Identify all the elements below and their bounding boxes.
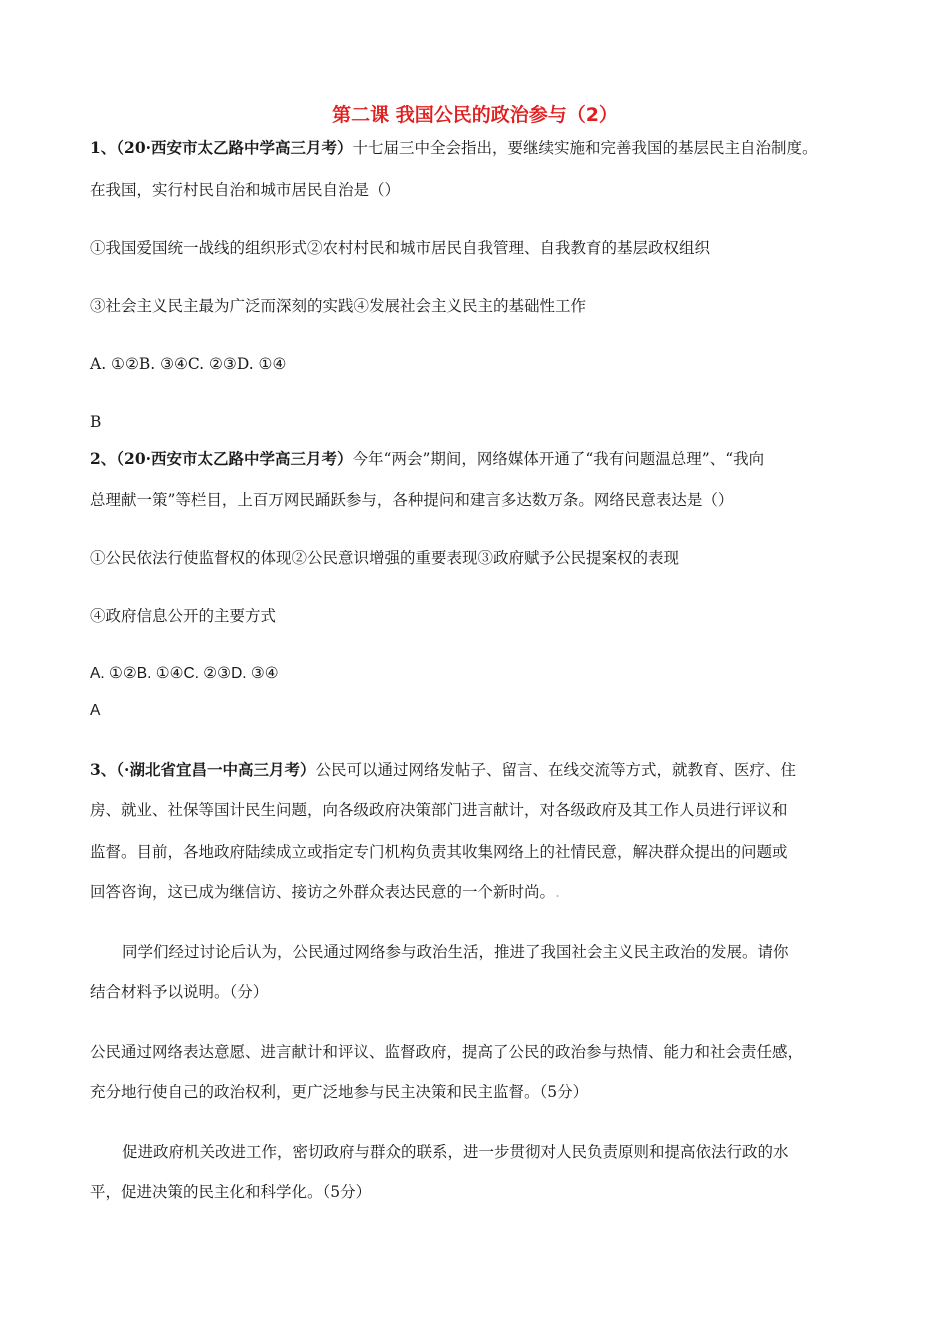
q3-material-text: 公民可以通过网络发帖子、留言、在线交流等方式，就教育、医疗、住	[315, 761, 796, 779]
q3-number: 3、	[90, 760, 117, 779]
page-title: 第二课 我国公民的政治参与（2）	[332, 104, 618, 126]
q1-stem-text: 十七届三中全会指出，要继续实施和完善我国的基层民主自治制度。	[352, 139, 818, 157]
q3-material-line1	[90, 760, 796, 780]
q2-stem-line1	[90, 449, 764, 469]
q3-answer2-line1: 促进政府机关改进工作，密切政府与群众的联系，进一步贯彻对人民负责原则和提高依法行政的水	[122, 1143, 789, 1161]
q3-material-line4	[90, 882, 560, 902]
q1-stem-line1	[90, 138, 818, 158]
q1-answer: B	[90, 413, 102, 431]
q1-number: 1、	[90, 138, 117, 157]
q2-stem-text: 今年“两会”期间，网络媒体开通了“我有问题温总理”、“我向	[352, 450, 765, 468]
q1-statement-b: ③社会主义民主最为广泛而深刻的实践④发展社会主义民主的基础性工作	[90, 297, 587, 315]
q2-source: （20·西安市太乙路中学高三月考）	[116, 449, 353, 468]
q3-source: （·湖北省宜昌一中高三月考）	[116, 760, 316, 779]
q3-material-end-mark: .	[555, 883, 560, 901]
q3-material-line2: 房、就业、社保等国计民生问题，向各级政府决策部门进言献计，对各级政府及其工作人员进行评议和	[90, 801, 788, 819]
q2-answer: A	[90, 702, 101, 719]
q3-material-line3: 监督。目前，各地政府陆续成立或指定专门机构负责其收集网络上的社情民意，解决群众提出的问题或	[90, 843, 788, 861]
q1-source: （20·西安市太乙路中学高三月考）	[116, 138, 353, 157]
q2-statement-a: ①公民依法行使监督权的体现②公民意识增强的重要表现③政府赋予公民提案权的表现	[90, 549, 680, 567]
q3-answer2-line2: 平，促进决策的民主化和科学化。（5分）	[90, 1183, 372, 1201]
q3-answer1-line2: 充分地行使自己的政治权利，更广泛地参与民主决策和民主监督。（5分）	[90, 1083, 589, 1101]
q1-statement-a: ①我国爱国统一战线的组织形式②农村村民和城市居民自我管理、自我教育的基层政权组织	[90, 239, 711, 257]
q2-stem-line2: 总理献一策”等栏目，上百万网民踊跃参与，各种提问和建言多达数万条。网络民意表达是（）	[90, 491, 734, 509]
q3-question-line1: 同学们经过讨论后认为，公民通过网络参与政治生活，推进了我国社会主义民主政治的发展。请你	[122, 943, 789, 961]
q2-options: A. ①②B. ①④C. ②③D. ③④	[90, 665, 279, 682]
q3-material-line4-text: 回答咨询，这已成为继信访、接访之外群众表达民意的一个新时尚。	[90, 883, 556, 901]
q1-stem-line2: 在我国，实行村民自治和城市居民自治是（）	[90, 181, 401, 199]
q1-options: A. ①②B. ③④C. ②③D. ①④	[90, 355, 287, 373]
q3-question-line2: 结合材料予以说明。（分）	[90, 983, 269, 1001]
q3-answer1-line1: 公民通过网络表达意愿、进言献计和评议、监督政府，提高了公民的政治参与热情、能力和社会责任感，	[90, 1043, 804, 1061]
q2-number: 2、	[90, 449, 117, 468]
q2-statement-b: ④政府信息公开的主要方式	[90, 607, 277, 625]
